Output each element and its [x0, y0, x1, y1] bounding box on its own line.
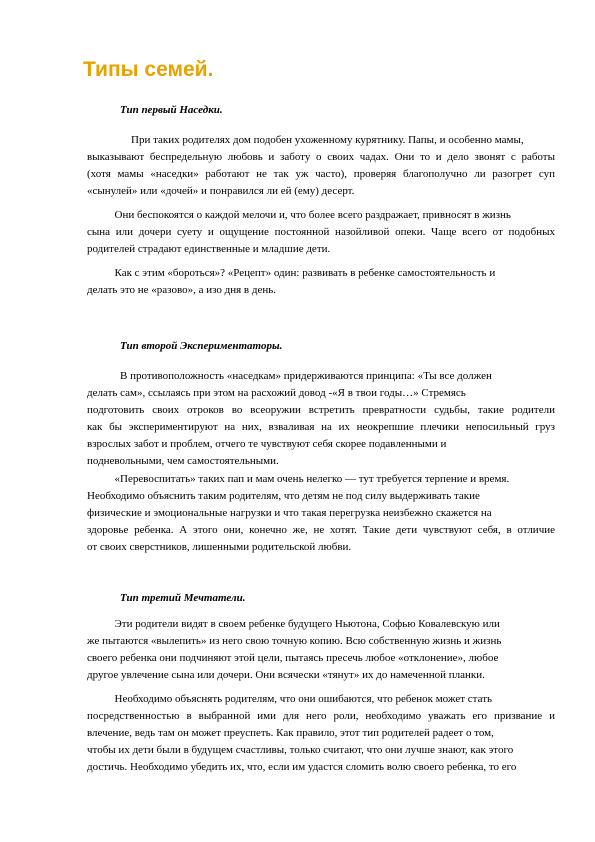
- paragraph: [87, 265, 555, 299]
- text-line: физические и эмоциональные нагрузки и что такая перегрузка неизбежно скажется на: [87, 507, 492, 519]
- text-line: выказывают беспредельную любовь и заботу о своих чадах. Они то и дело звонят с работы: [87, 151, 555, 163]
- section-heading: Тип первый Наседки.: [120, 104, 223, 116]
- text-line: же пытаются «вылепить» из него свою точную копию. Всю собственную жизнь и жизнь: [87, 635, 502, 647]
- paragraph: [87, 616, 555, 684]
- text-line: Эти родители видят в своем ребенке будущего Ньютона, Софью Ковалевскую или: [87, 618, 500, 630]
- text-line: В противоположность «наседкам» придерживаются принципа: «Ты все должен: [87, 370, 492, 382]
- text-line: достичь. Необходимо убедить их, что, если им удастся сломить волю своего ребенка, то его: [87, 761, 517, 773]
- paragraph: [87, 132, 555, 200]
- text-line: делать это не «разово», а изо дня в день.: [87, 284, 276, 296]
- text-line: посредственностью в выбранной ими для него роли, необходимо уважать его призвание и: [87, 710, 555, 722]
- text-line: делать сам», ссылаясь при этом на расхожий довод -«Я в твои годы…» Стремясь: [87, 387, 466, 399]
- text-line: (хотя мамы «наседки» работают не так уж часто), проверяя благополучно ли разогрет суп: [87, 168, 555, 180]
- text-line: Как с этим «бороться»? «Рецепт» один: развивать в ребенке самостоятельность и: [87, 267, 496, 279]
- text-line: здоровье ребенка. А этого они, конечно же, не хотят. Такие дети чувствуют себя, в отличие: [87, 524, 555, 536]
- paragraph: [87, 691, 555, 776]
- text-line: своего ребенка они подчиняют этой цели, пытаясь пресечь любое «отклонение», любое: [87, 652, 499, 664]
- text-line: Необходимо объяснять родителям, что они ошибаются, что ребенок может стать: [87, 693, 493, 705]
- section-heading: Тип третий Мечтатели.: [120, 592, 246, 604]
- text-line: «Перевоспитать» таких пап и мам очень нелегко — тут требуется терпение и время.: [87, 473, 510, 485]
- paragraph: [87, 471, 555, 556]
- text-line: от своих сверстников, лишенными родительской любви.: [87, 541, 352, 553]
- text-line: Необходимо объяснить таким родителям, что детям не под силу выдерживать такие: [87, 490, 480, 502]
- text-line: как бы экспериментируют на них, взваливая на их неокрепшие плечики непосильный груз: [87, 421, 555, 433]
- text-line: При таких родителях дом подобен ухоженному курятнику. Папы, и особенно мамы,: [87, 134, 524, 146]
- text-line: чтобы их дети были в будущем счастливы, только считают, что они лучше знают, как этого: [87, 744, 514, 756]
- text-line: родителей страдают единственные и младшие дети.: [87, 243, 331, 255]
- text-line: подготовить своих отроков во всеоружии встретить превратности судьбы, такие родители: [87, 404, 555, 416]
- text-line: «сынулей» или «дочей» и понравился ли ей (ему) десерт.: [87, 185, 355, 197]
- text-line: другое увлечение сына или дочери. Они всячески «тянут» их до намеченной планки.: [87, 669, 485, 681]
- text-line: подневольными, чем самостоятельными.: [87, 455, 279, 467]
- paragraph: [87, 207, 555, 258]
- paragraph: [87, 368, 555, 470]
- text-line: влечение, ведь там он может преуспеть. Как правило, этот тип родителей радеет о том,: [87, 727, 494, 739]
- text-line: сына или дочери суету и ощущение постоянной назойливой опеки. Чаще всего от подобных: [87, 226, 555, 238]
- text-line: Они беспокоятся о каждой мелочи и, что более всего раздражает, привносят в жизнь: [87, 209, 511, 221]
- section-heading: Тип второй Экспериментаторы.: [120, 340, 283, 352]
- text-line: взрослых забот и проблем, отчего те чувствуют себя скорее подавленными и: [87, 438, 447, 450]
- document-title: Типы семей.: [83, 58, 214, 81]
